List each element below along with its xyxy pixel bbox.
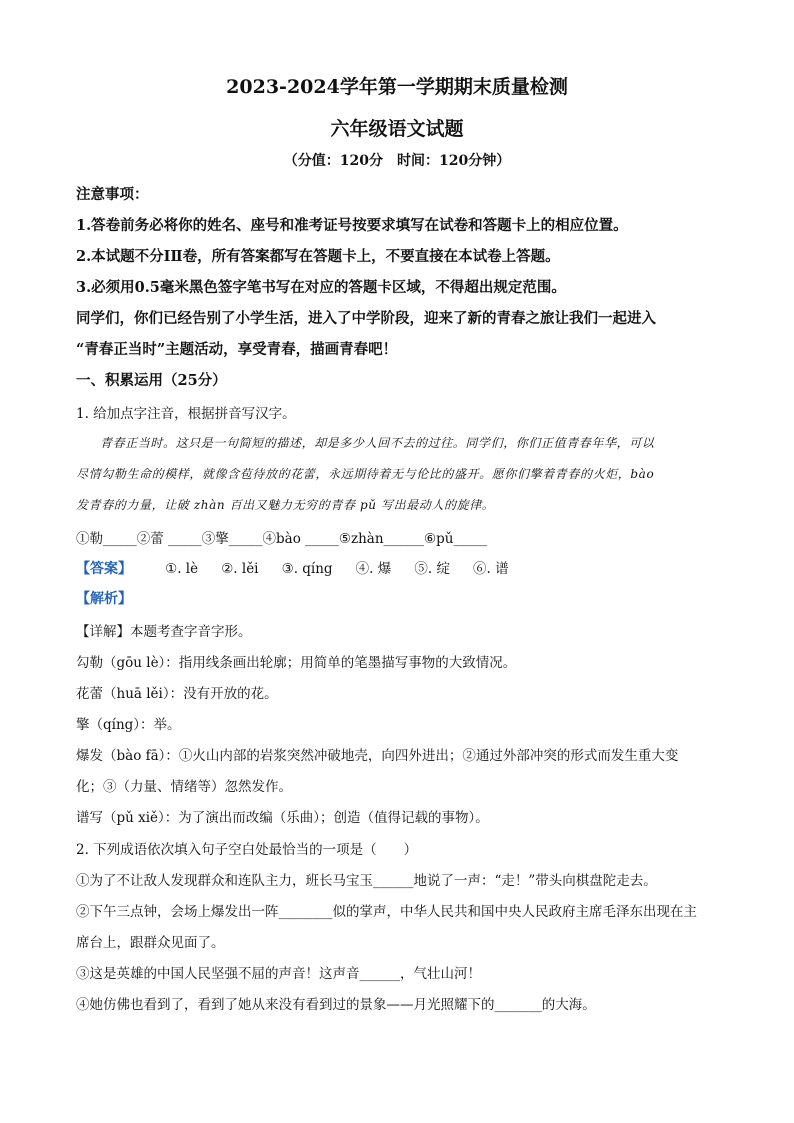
q2-stem: 2. 下列成语依次填入句子空白处最恰当的一项是（ ） — [76, 842, 418, 858]
answer-item: ②. lěi — [221, 561, 259, 577]
q1-passage-line-2: 尽情勾勒生命的模样，就像含苞待放的花蕾，永远期待着无与伦比的盛开。愿你们擎着青春的火炬，bào — [76, 467, 655, 481]
answer-item: ④. 爆 — [355, 561, 392, 577]
q1-passage-line-3: 发青春的力量，让破 zhàn 百出又魅力无穷的青春 pǔ 写出最动人的旋律。 — [76, 498, 495, 512]
note-item-1: 1.答卷前务必将你的姓名、座号和准考证号按要求填写在试卷和答题卡上的相应位置。 — [76, 217, 628, 234]
q2-sentence-3: ③这是英雄的中国人民坚强不屈的声音！这声音______，气壮山河！ — [76, 966, 481, 982]
answer-item: ③. qíng — [281, 561, 333, 577]
answer-item: ⑥. 谱 — [473, 561, 509, 577]
exam-subject: 六年级语文试题 — [330, 118, 464, 140]
answer-item: ⑤. 绽 — [414, 561, 450, 577]
exam-title: 2023-2024学年第一学期期末质量检测 — [226, 76, 568, 98]
q1-answer-row — [76, 557, 527, 578]
answer-item: ①. lè — [165, 561, 199, 577]
section-heading: 一、积累运用（25分） — [76, 372, 227, 389]
q1-explanation: 化；③（力量、情绪等）忽然发作。 — [76, 779, 292, 795]
notes-heading: 注意事项： — [76, 186, 149, 203]
q1-explanation: 花蕾（huā lěi）：没有开放的花。 — [76, 686, 278, 702]
q1-explanation: 擎（qíng）：举。 — [76, 717, 181, 733]
q1-passage-line-1: 青春正当时。这只是一句简短的描述，却是多少人回不去的过往。同学们，你们正值青春年华，可以 — [100, 436, 655, 450]
q2-sentence-2: ②下午三点钟，会场上爆发出一阵________似的掌声，中华人民共和国中央人民政府主席毛泽东出现在主 — [76, 904, 697, 920]
q2-sentence-2-cont: 席台上，跟群众见面了。 — [76, 935, 225, 951]
q1-blanks: ①勒_____②蕾 _____③擎_____④bào _____⑤zhàn______⑥pǔ_____ — [76, 531, 488, 547]
q1-detail: 【详解】本题考查字音字形。 — [76, 624, 252, 640]
q2-sentence-4: ④她仿佛也看到了，看到了她从来没有看到过的景象——月光照耀下的_______的大海。 — [76, 997, 596, 1013]
note-item-3: 3.必须用0.5毫米黑色签字笔书写在对应的答题卡区域，不得超出规定范围。 — [76, 279, 566, 296]
answer-label: 【答案】 — [76, 561, 132, 577]
exam-meta: （分值：120分 时间：120分钟） — [283, 153, 511, 169]
q1-explanation: 谱写（pǔ xiě）：为了演出而改编（乐曲）；创造（值得记载的事物）。 — [76, 810, 489, 826]
note-item-2: 2.本试题不分ⅠⅡ卷，所有答案都写在答题卡上，不要直接在本试卷上答题。 — [76, 248, 560, 265]
q1-explanation: 勾勒（gōu lè）：指用线条画出轮廓；用简单的笔墨描写事物的大致情况。 — [76, 655, 517, 671]
intro-line-1: 同学们，你们已经告别了小学生活，进入了中学阶段，迎来了新的青春之旅让我们一起进入 — [76, 310, 656, 327]
q1-explanation: 爆发（bào fā）：①火山内部的岩浆突然冲破地壳，向四外进出；②通过外部冲突的形式而发生重大变 — [76, 748, 679, 764]
q1-stem: 1. 给加点字注音，根据拼音写汉字。 — [76, 406, 296, 422]
q2-sentence-1: ①为了不让敌人发现群众和连队主力，班长马宝玉______地说了一声：“走！”带头向棋盘陀走去。 — [76, 873, 657, 889]
analysis-label: 【解析】 — [76, 591, 132, 607]
intro-line-2: “青春正当时”主题活动，享受青春，描画青春吧！ — [76, 341, 398, 358]
